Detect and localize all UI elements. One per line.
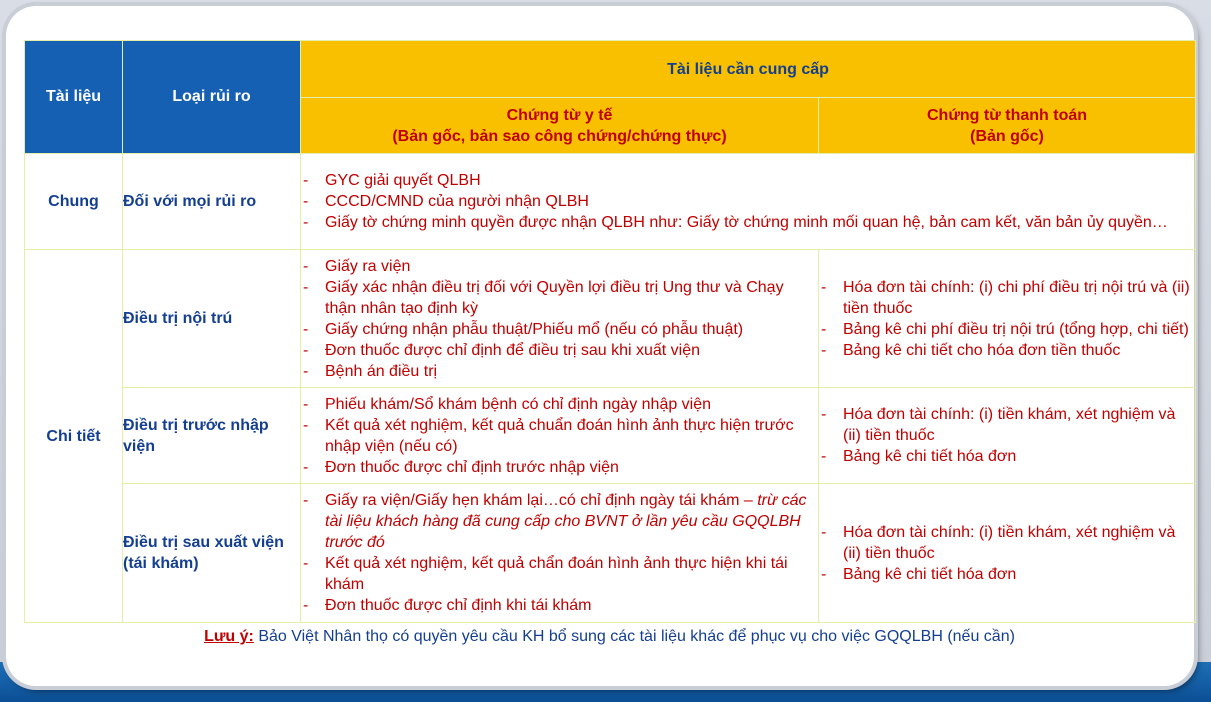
pre-admission-medical-list xyxy=(301,394,818,478)
header-chung-tu-y-te-sub: (Bản gốc, bản sao công chứng/chứng thực) xyxy=(392,127,727,145)
inpatient-medical-list xyxy=(301,256,818,382)
post-discharge-first-italic: trừ các tài liệu khách hàng đã cung cấp cho BVNT ở lần yêu cầu GQQLBH trước đó xyxy=(325,492,807,551)
list-item xyxy=(301,490,818,553)
pre-admission-payment xyxy=(819,388,1196,484)
pre-admission-payment-list xyxy=(819,404,1195,467)
inpatient-payment-list xyxy=(819,277,1195,361)
list-item: - Giấy ra viện xyxy=(301,256,818,277)
header-chung-tu-y-te-title: Chứng từ y tế xyxy=(506,106,613,124)
header-row-1 xyxy=(25,41,1196,98)
group-chung: Chung xyxy=(25,154,123,250)
documents-table xyxy=(24,40,1196,623)
list-item: - Bảng kê chi tiết cho hóa đơn tiền thuốc xyxy=(819,340,1195,361)
list-item: - Hóa đơn tài chính: (i) tiền khám, xét nghiệm và (ii) tiền thuốc xyxy=(819,404,1195,446)
list-item: - Hóa đơn tài chính: (i) chi phí điều trị nội trú và (ii) tiền thuốc xyxy=(819,277,1195,319)
list-item: - Đơn thuốc được chỉ định để điều trị sau khi xuất viện xyxy=(301,340,818,361)
footnote-text: Bảo Việt Nhân thọ có quyền yêu cầu KH bổ sung các tài liệu khác để phục vụ cho việc GQQLBH (nếu cần) xyxy=(253,628,1015,645)
header-chung-tu-thanh-toan-sub: (Bản gốc) xyxy=(970,127,1044,145)
header-chung-tu-thanh-toan-title: Chứng từ thanh toán xyxy=(926,106,1088,124)
inpatient-payment xyxy=(819,250,1196,388)
list-item: - Giấy chứng nhận phẫu thuật/Phiếu mổ (nếu có phẫu thuật) xyxy=(301,319,818,340)
risk-post-discharge: Điều trị sau xuất viện (tái khám) xyxy=(123,484,301,623)
header-tai-lieu-can-cung-cap: Tài liệu cần cung cấp xyxy=(301,41,1196,98)
post-discharge-medical xyxy=(301,484,819,623)
list-item: - Hóa đơn tài chính: (i) tiền khám, xét nghiệm và (ii) tiền thuốc xyxy=(819,522,1195,564)
header-chung-tu-y-te xyxy=(301,98,819,154)
risk-pre-admission: Điều trị trước nhập viện xyxy=(123,388,301,484)
inpatient-medical xyxy=(301,250,819,388)
row-general xyxy=(25,154,1196,250)
general-list xyxy=(301,170,1195,233)
list-item: - Đơn thuốc được chỉ định trước nhập viện xyxy=(301,457,818,478)
list-item: - Giấy xác nhận điều trị đối với Quyền lợi điều trị Ung thư và Chạy thận nhân tạo định kỳ xyxy=(301,277,818,319)
list-item: - Kết quả xét nghiệm, kết quả chuẩn đoán hình ảnh thực hiện trước nhập viện (nếu có) xyxy=(301,415,818,457)
list-item: - Bảng kê chi tiết hóa đơn xyxy=(819,446,1195,467)
list-item: - Phiếu khám/Sổ khám bệnh có chỉ định ngày nhập viện xyxy=(301,394,818,415)
list-item: - Bảng kê chi phí điều trị nội trú (tổng hợp, chi tiết) xyxy=(819,319,1195,340)
list-item: - Kết quả xét nghiệm, kết quả chẩn đoán hình ảnh thực hiện khi tái khám xyxy=(301,553,818,595)
list-item: - GYC giải quyết QLBH xyxy=(301,170,1195,191)
row-post-discharge xyxy=(25,484,1196,623)
header-loai-rui-ro: Loại rủi ro xyxy=(123,41,301,154)
list-item: - Giấy tờ chứng minh quyền được nhận QLBH như: Giấy tờ chứng minh mối quan hệ, bản cam kết, văn bản ủy quyền… xyxy=(301,212,1195,233)
footnote-label: Lưu ý: xyxy=(204,628,254,645)
footnote xyxy=(24,628,1195,646)
header-tai-lieu: Tài liệu xyxy=(25,41,123,154)
risk-general: Đối với mọi rủi ro xyxy=(123,154,301,250)
row-inpatient xyxy=(25,250,1196,388)
post-discharge-payment xyxy=(819,484,1196,623)
post-discharge-payment-list xyxy=(819,522,1195,585)
list-item: - Bệnh án điều trị xyxy=(301,361,818,382)
risk-inpatient: Điều trị nội trú xyxy=(123,250,301,388)
header-chung-tu-thanh-toan xyxy=(819,98,1196,154)
general-documents xyxy=(301,154,1196,250)
row-pre-admission xyxy=(25,388,1196,484)
post-discharge-medical-list xyxy=(301,490,818,616)
list-item: - CCCD/CMND của người nhận QLBH xyxy=(301,191,1195,212)
group-chi-tiet: Chi tiết xyxy=(25,250,123,623)
post-discharge-first-text: Giấy ra viện/Giấy hẹn khám lại…có chỉ định ngày tái khám – xyxy=(325,492,758,509)
pre-admission-medical xyxy=(301,388,819,484)
list-item: - Đơn thuốc được chỉ định khi tái khám xyxy=(301,595,818,616)
list-item: - Bảng kê chi tiết hóa đơn xyxy=(819,564,1195,585)
